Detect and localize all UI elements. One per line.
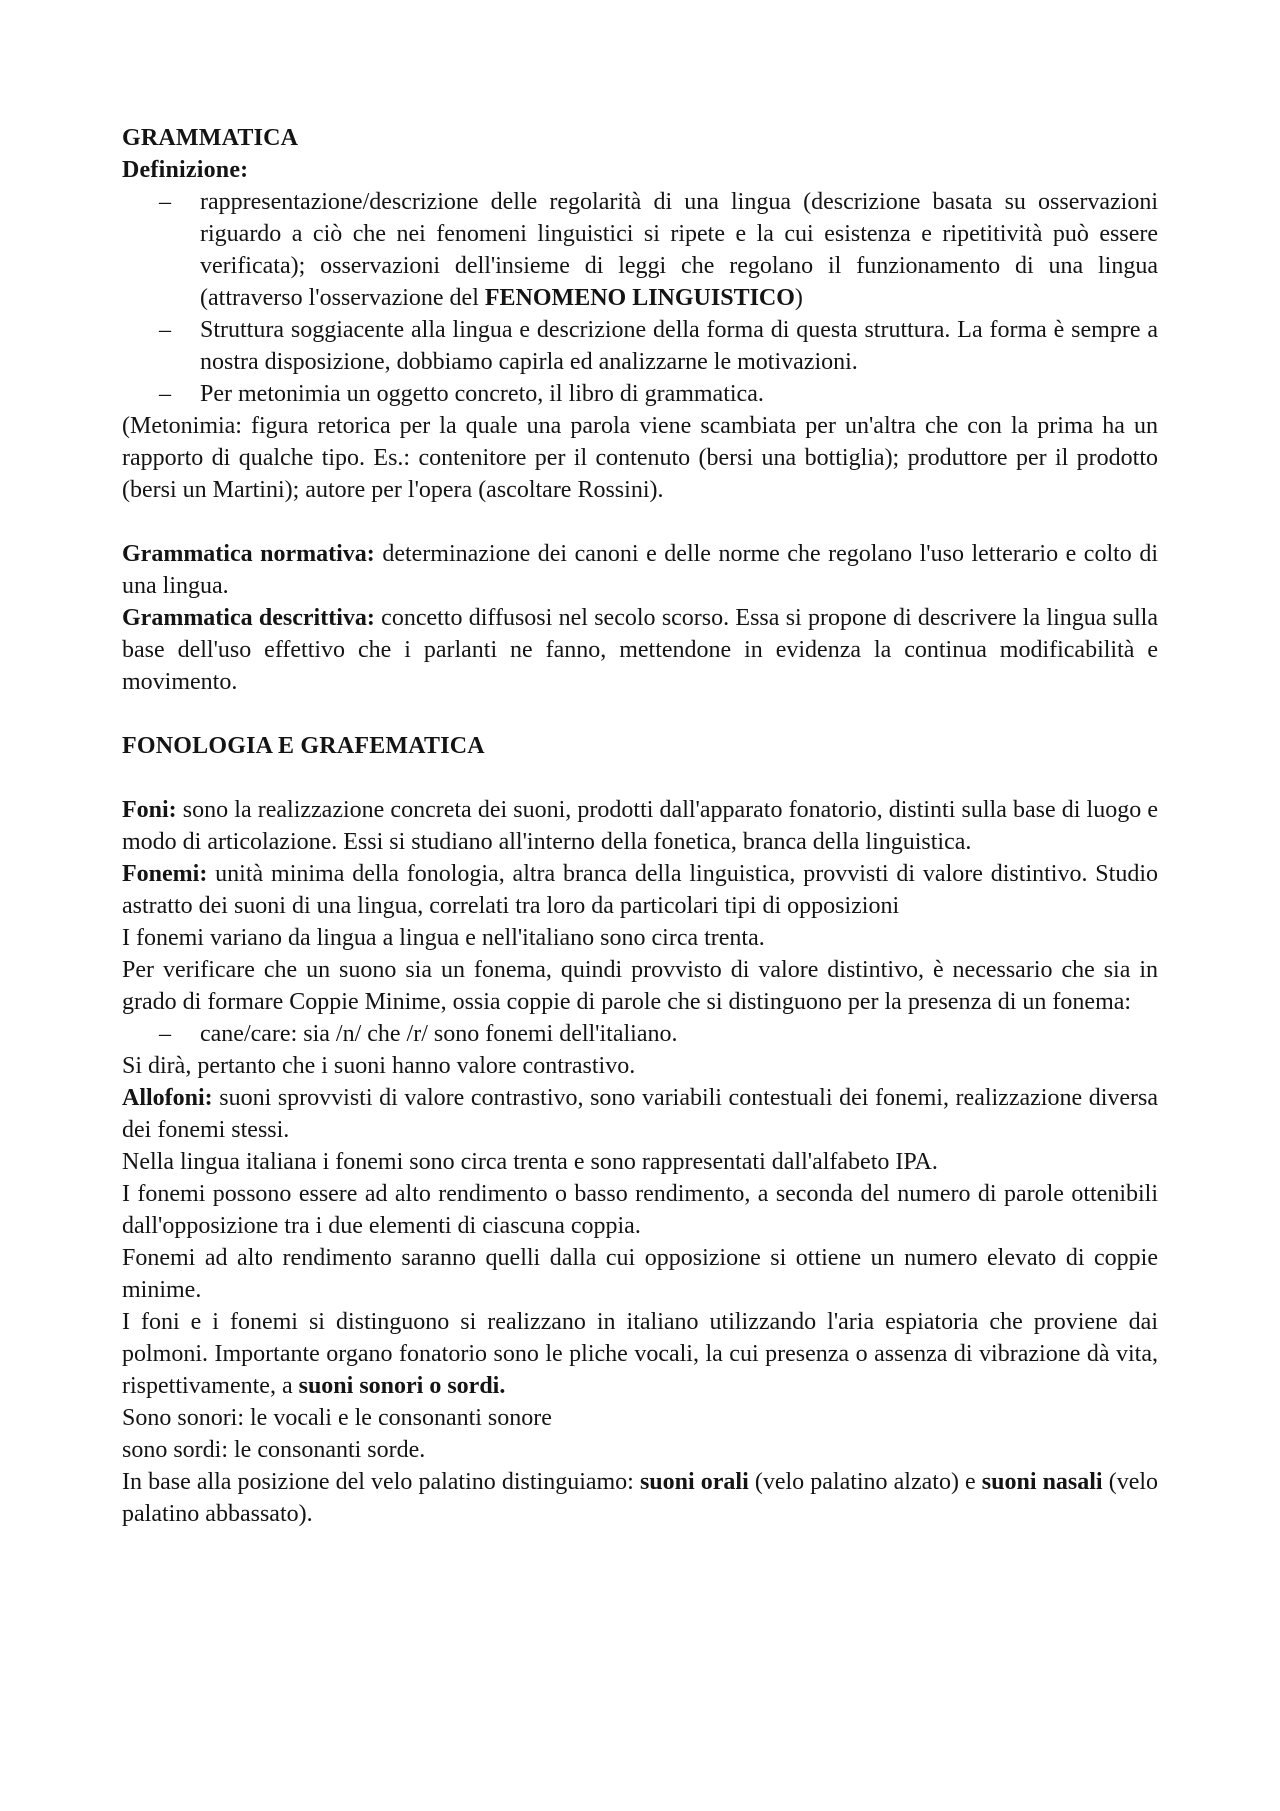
paragraph-text: determinazione dei canoni e delle norme che regolano l'uso letterario e colto di una lingua. xyxy=(122,541,1158,599)
paragraph-dira: Si dirà, pertanto che i suoni hanno valore contrastivo. xyxy=(122,1053,636,1079)
paragraph-descrittiva xyxy=(122,602,1158,698)
paragraph-variano: I fonemi variano da lingua a lingua e nell'italiano sono circa trenta. xyxy=(122,925,765,951)
bold-term: Grammatica normativa: xyxy=(122,541,375,567)
bullet-text: rappresentazione/descrizione delle regolarità di una lingua (descrizione basata su osservazioni riguardo a ciò che nei fenomeni linguistici si ripete e la cui esistenza e ripetitività può essere verificata); osservazioni dell'insieme di leggi che regolano il funzionamento di una lingua (attraverso l'osservazione del xyxy=(200,189,1158,311)
metonimia-note: (Metonimia: figura retorica per la quale una parola viene scambiata per un'altra che con la prima ha un rapporto di qualche tipo. Es.: contenitore per il contenuto (bersi una bottiglia); produttore per il prodotto (bersi un Martini); autore per l'opera (ascoltare Rossini). xyxy=(122,413,1158,503)
bullet-text: Per metonimia un oggetto concreto, il libro di grammatica. xyxy=(200,381,764,407)
paragraph-foni xyxy=(122,794,1158,858)
paragraph-sonori: Sono sonori: le vocali e le consonanti sonore xyxy=(122,1405,552,1431)
example-list xyxy=(122,1018,1158,1050)
list-item xyxy=(159,186,1158,314)
dash-bullet: – xyxy=(159,189,171,215)
paragraph-rendimento: I fonemi possono essere ad alto rendimento o basso rendimento, a seconda del numero di parole ottenibili dall'opposizione tra i due elementi di ciascuna coppia. xyxy=(122,1181,1158,1239)
paragraph-text: sono la realizzazione concreta dei suoni, prodotti dall'apparato fonatorio, distinti sulla base di luogo e modo di articolazione. Essi si studiano all'interno della fonetica, branca della linguistica. xyxy=(122,797,1158,855)
paragraph-allofoni xyxy=(122,1082,1158,1146)
bold-term: suoni sonori o sordi. xyxy=(298,1373,506,1399)
bullet-text: Struttura soggiacente alla lingua e descrizione della forma di questa struttura. La forma è sempre a nostra disposizione, dobbiamo capirla ed analizzarne le motivazioni. xyxy=(200,317,1158,375)
bold-term: Foni: xyxy=(122,797,177,823)
paragraph-text: In base alla posizione del velo palatino distinguiamo: xyxy=(122,1469,640,1495)
paragraph-velo xyxy=(122,1466,1158,1530)
spacer xyxy=(122,762,1158,794)
paragraph-sordi: sono sordi: le consonanti sorde. xyxy=(122,1437,426,1463)
spacer xyxy=(122,506,1158,538)
dash-bullet: – xyxy=(159,317,171,343)
section-title-fonologia: FONOLOGIA E GRAFEMATICA xyxy=(122,733,485,759)
section-title-grammatica: GRAMMATICA xyxy=(122,125,299,151)
paragraph-text: I foni e i fonemi si distinguono si realizzano in italiano utilizzando l'aria espiatoria che proviene dai polmoni. Importante organo fonatorio sono le pliche vocali, la cui presenza o assenza di vibrazione dà vita, rispettivamente, a xyxy=(122,1309,1158,1399)
bold-term: FENOMENO LINGUISTICO xyxy=(484,285,795,311)
paragraph-fonemi xyxy=(122,858,1158,922)
paragraph-alto-rendimento: Fonemi ad alto rendimento saranno quelli dalla cui opposizione si ottiene un numero elevato di coppie minime. xyxy=(122,1245,1158,1303)
definition-list xyxy=(122,186,1158,410)
dash-bullet: – xyxy=(159,381,171,407)
paragraph-text: (velo palatino abbassato). xyxy=(122,1469,1159,1527)
list-item xyxy=(159,378,1158,410)
paragraph-ipa: Nella lingua italiana i fonemi sono circa trenta e sono rappresentati dall'alfabeto IPA. xyxy=(122,1149,938,1175)
paragraph-text: suoni sprovvisti di valore contrastivo, sono variabili contestuali dei fonemi, realizzazione diversa dei fonemi stessi. xyxy=(122,1085,1158,1143)
bold-term: suoni orali xyxy=(639,1469,749,1495)
paragraph-normativa xyxy=(122,538,1158,602)
paragraph-text: (velo palatino alzato) e xyxy=(748,1469,982,1495)
spacer xyxy=(122,698,1158,730)
bold-term: Allofoni: xyxy=(122,1085,213,1111)
bold-term: Fonemi: xyxy=(122,861,208,887)
bullet-text: cane/care: sia /n/ che /r/ sono fonemi dell'italiano. xyxy=(200,1021,678,1047)
paragraph-text: unità minima della fonologia, altra branca della linguistica, provvisti di valore distintivo. Studio astratto dei suoni di una lingua, correlati tra loro da particolari tipi di opposizioni xyxy=(122,861,1158,919)
bold-term: suoni nasali xyxy=(981,1469,1103,1495)
bullet-text-end: ) xyxy=(794,285,803,311)
paragraph-foni-fonemi xyxy=(122,1306,1158,1402)
definition-label: Definizione: xyxy=(122,157,249,183)
list-item xyxy=(159,1018,1158,1050)
dash-bullet: – xyxy=(159,1021,171,1047)
bold-term: Grammatica descrittiva: xyxy=(122,605,375,631)
paragraph-verificare: Per verificare che un suono sia un fonema, quindi provvisto di valore distintivo, è necessario che sia in grado di formare Coppie Minime, ossia coppie di parole che si distinguono per la presenza di un fonema: xyxy=(122,957,1158,1015)
list-item xyxy=(159,314,1158,378)
paragraph-text: concetto diffusosi nel secolo scorso. Essa si propone di descrivere la lingua sulla base dell'uso effettivo che i parlanti ne fanno, mettendone in evidenza la continua modificabilità e movimento. xyxy=(122,605,1158,695)
